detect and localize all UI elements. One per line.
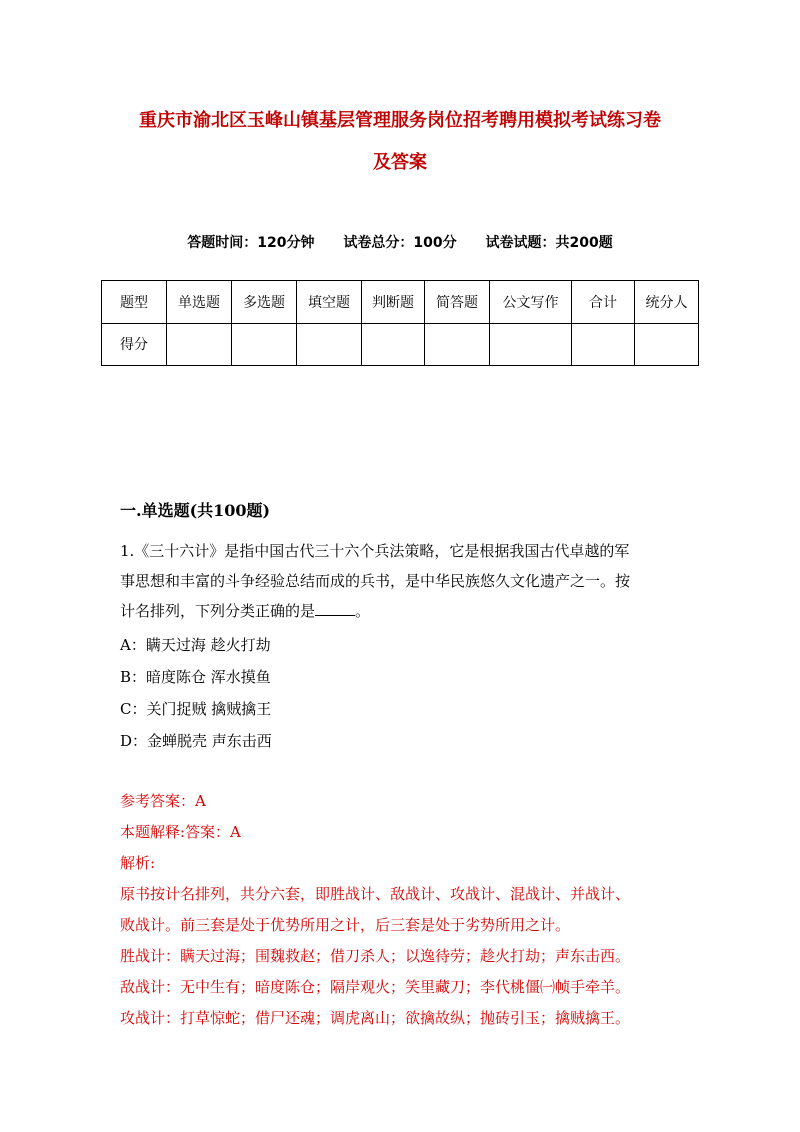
score-cell[interactable] bbox=[490, 323, 572, 366]
answer-explanation: 本题解释:答案：A bbox=[120, 823, 241, 841]
table-header-cell: 统分人 bbox=[635, 281, 699, 324]
exam-time: 答题时间：120分钟 bbox=[187, 235, 315, 251]
score-table-row bbox=[102, 323, 699, 366]
score-cell[interactable] bbox=[297, 323, 362, 366]
score-table-header-row bbox=[102, 281, 699, 324]
table-header-cell: 题型 bbox=[102, 281, 167, 324]
table-header-cell: 多选题 bbox=[232, 281, 297, 324]
score-table bbox=[101, 280, 699, 366]
option-c: C：关门捉贼 擒贼擒王 bbox=[120, 700, 272, 718]
table-header-cell: 合计 bbox=[572, 281, 635, 324]
score-cell[interactable] bbox=[362, 323, 425, 366]
analysis-line: 败战计。前三套是处于优势所用之计，后三套是处于劣势所用之计。 bbox=[120, 916, 571, 934]
score-cell[interactable] bbox=[425, 323, 490, 366]
score-cell[interactable] bbox=[572, 323, 635, 366]
table-header-cell: 公文写作 bbox=[490, 281, 572, 324]
option-b: B：暗度陈仓 浑水摸鱼 bbox=[120, 668, 271, 686]
analysis-line: 胜战计：瞒天过海；围魏救赵；借刀杀人；以逸待劳；趁火打劫；声东击西。 bbox=[120, 947, 631, 965]
answer-block bbox=[120, 786, 700, 1034]
question-text: 计名排列，下列分类正确的是 bbox=[120, 602, 316, 620]
answer-blank bbox=[315, 601, 355, 616]
analysis-line: 攻战计：打草惊蛇；借尸还魂；调虎离山；欲擒故纵；抛砖引玉；擒贼擒王。 bbox=[120, 1009, 631, 1027]
analysis-line: 敌战计：无中生有；暗度陈仓；隔岸观火；笑里藏刀；李代桃僵㈠帧手牵羊。 bbox=[120, 978, 631, 996]
exam-question-count: 试卷试题：共200题 bbox=[485, 235, 613, 251]
question-line: 1.《三十六计》是指中国古代三十六个兵法策略，它是根据我国古代卓越的军 bbox=[120, 542, 630, 560]
question-line: 事思想和丰富的斗争经验总结而成的兵书，是中华民族悠久文化遗产之一。按 bbox=[120, 572, 631, 590]
table-header-cell: 填空题 bbox=[297, 281, 362, 324]
table-header-cell: 单选题 bbox=[167, 281, 232, 324]
analysis-label: 解析: bbox=[120, 854, 156, 872]
document-title: 重庆市渝北区玉峰山镇基层管理服务岗位招考聘用模拟考试练习卷 bbox=[139, 110, 661, 131]
option-d: D：金蝉脱壳 声东击西 bbox=[120, 732, 272, 750]
table-header-cell: 判断题 bbox=[362, 281, 425, 324]
score-cell[interactable] bbox=[232, 323, 297, 366]
score-cell[interactable] bbox=[167, 323, 232, 366]
document-title-continued: 及答案 bbox=[373, 152, 427, 173]
question-line bbox=[120, 596, 700, 626]
section-heading: 一.单选题(共100题) bbox=[120, 501, 271, 520]
table-row-label: 得分 bbox=[102, 323, 167, 366]
exam-info bbox=[0, 232, 800, 252]
analysis-line: 原书按计名排列，共分六套，即胜战计、敌战计、攻战计、混战计、并战计、 bbox=[120, 885, 631, 903]
exam-total-score: 试卷总分：100分 bbox=[343, 235, 457, 251]
option-a: A：瞒天过海 趁火打劫 bbox=[120, 636, 271, 654]
question-stem bbox=[120, 536, 700, 626]
score-cell[interactable] bbox=[635, 323, 699, 366]
question-text-end: 。 bbox=[355, 602, 371, 620]
table-header-cell: 简答题 bbox=[425, 281, 490, 324]
reference-answer: 参考答案：A bbox=[120, 792, 206, 810]
